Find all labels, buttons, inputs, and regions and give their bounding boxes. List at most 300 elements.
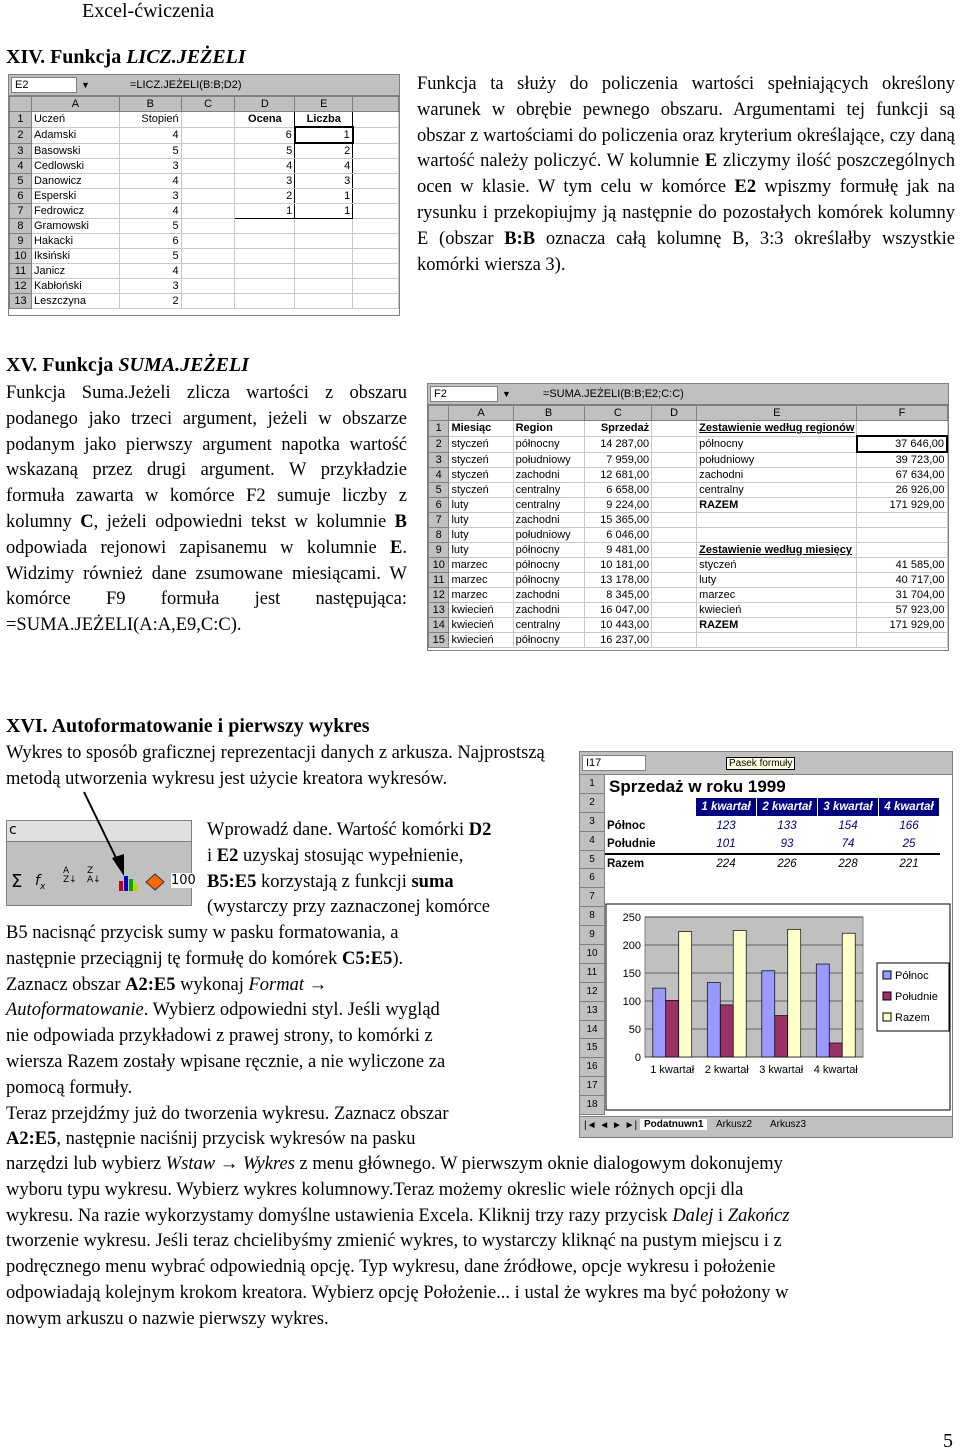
- cell[interactable]: Zestawienie według regionów: [697, 421, 857, 437]
- cell[interactable]: [652, 483, 697, 498]
- cell[interactable]: [295, 249, 353, 264]
- row-header[interactable]: 11: [580, 964, 604, 983]
- cell[interactable]: [353, 234, 399, 249]
- formula-text[interactable]: =SUMA.JEŻELI(B:B;E2;C:C): [542, 388, 684, 400]
- cell[interactable]: 6 658,00: [584, 483, 652, 498]
- cell[interactable]: [353, 204, 399, 219]
- cell[interactable]: Region: [513, 421, 584, 437]
- cell[interactable]: [652, 543, 697, 558]
- legend-label: Południe: [895, 991, 938, 1003]
- row-header[interactable]: 8: [10, 219, 32, 234]
- bar-północ: [707, 983, 720, 1057]
- row-header[interactable]: 7: [10, 204, 32, 219]
- cell[interactable]: Kabłoński: [31, 279, 119, 294]
- cell[interactable]: luty: [449, 528, 513, 543]
- row-label[interactable]: Północ: [607, 819, 646, 832]
- cell[interactable]: północny: [513, 558, 584, 573]
- row-header[interactable]: 3: [580, 813, 604, 832]
- table-row: [10, 294, 399, 309]
- quarter-header[interactable]: 4 kwartał: [879, 798, 940, 817]
- section-16-text-right: [207, 818, 567, 921]
- cell[interactable]: [181, 204, 235, 219]
- cell[interactable]: 166: [899, 820, 919, 832]
- cell[interactable]: luty: [449, 498, 513, 513]
- cell[interactable]: [181, 159, 235, 174]
- cell[interactable]: luty: [697, 573, 857, 588]
- cell[interactable]: RAZEM: [697, 498, 857, 513]
- cell[interactable]: Ocena: [235, 112, 295, 128]
- cell[interactable]: 2: [295, 143, 353, 159]
- cell[interactable]: [652, 573, 697, 588]
- cell[interactable]: [857, 513, 947, 528]
- cell[interactable]: zachodni: [697, 468, 857, 483]
- column-header[interactable]: E: [295, 97, 353, 112]
- cell[interactable]: [652, 558, 697, 573]
- row-header[interactable]: 9: [429, 543, 449, 558]
- row-header[interactable]: 3: [10, 143, 32, 159]
- row-label[interactable]: Południe: [607, 838, 656, 850]
- row-header[interactable]: 2: [429, 436, 449, 452]
- cell[interactable]: [652, 436, 697, 452]
- cell[interactable]: 16 047,00: [584, 603, 652, 618]
- tab-arkusz2[interactable]: Arkusz2: [716, 1119, 753, 1130]
- cell[interactable]: 2: [119, 294, 181, 309]
- text-line: [6, 1050, 566, 1076]
- cell[interactable]: [353, 159, 399, 174]
- cell[interactable]: kwiecień: [449, 633, 513, 648]
- cell[interactable]: [235, 234, 295, 249]
- cell[interactable]: 2: [235, 189, 295, 204]
- cell[interactable]: [652, 498, 697, 513]
- row-header[interactable]: 5: [429, 483, 449, 498]
- cell[interactable]: [181, 143, 235, 159]
- cell[interactable]: 41 585,00: [857, 558, 947, 573]
- cell[interactable]: 25: [902, 838, 916, 850]
- cell[interactable]: [605, 798, 696, 817]
- cell[interactable]: 4: [119, 127, 181, 143]
- tab-active[interactable]: Podatnuwn1: [640, 1119, 707, 1130]
- cell-grid[interactable]: [9, 96, 399, 309]
- cell[interactable]: centralny: [513, 618, 584, 633]
- cell[interactable]: 67 634,00: [857, 468, 947, 483]
- row-header[interactable]: 7: [580, 888, 604, 907]
- cell[interactable]: marzec: [449, 573, 513, 588]
- cell[interactable]: zachodni: [513, 588, 584, 603]
- cell[interactable]: Miesiąc: [449, 421, 513, 437]
- row-header[interactable]: 3: [429, 452, 449, 468]
- cell[interactable]: zachodni: [513, 513, 584, 528]
- column-header[interactable]: F: [857, 406, 947, 421]
- cell[interactable]: 37 646,00: [857, 436, 947, 452]
- cell[interactable]: [353, 294, 399, 309]
- cell[interactable]: 13 178,00: [584, 573, 652, 588]
- row-header[interactable]: 1: [580, 775, 604, 794]
- section-14-title-text: XIV. Funkcja: [6, 46, 127, 68]
- cell[interactable]: styczeń: [697, 558, 857, 573]
- row-header[interactable]: 5: [10, 174, 32, 189]
- row-header[interactable]: 9: [10, 234, 32, 249]
- column-header[interactable]: [353, 97, 399, 112]
- cell[interactable]: zachodni: [513, 468, 584, 483]
- cell[interactable]: 171 929,00: [857, 618, 947, 633]
- cell[interactable]: 16 237,00: [584, 633, 652, 648]
- quarter-header[interactable]: 3 kwartał: [818, 798, 879, 817]
- cell[interactable]: 1: [295, 127, 353, 143]
- text-line: [6, 947, 566, 973]
- cell[interactable]: [181, 294, 235, 309]
- cell[interactable]: 5: [119, 143, 181, 159]
- cell[interactable]: Esperski: [31, 189, 119, 204]
- cell[interactable]: 6: [235, 127, 295, 143]
- row-header[interactable]: 15: [429, 633, 449, 648]
- cell[interactable]: 3: [119, 189, 181, 204]
- cell[interactable]: Liczba: [295, 112, 353, 128]
- row-header[interactable]: 14: [580, 1021, 604, 1040]
- text-run: nie odpowiada przykładowi z prawej strony, to komórki z: [6, 1026, 433, 1047]
- cell[interactable]: północny: [697, 436, 857, 452]
- row-header[interactable]: 13: [580, 1002, 604, 1021]
- row-header[interactable]: 10: [429, 558, 449, 573]
- cell[interactable]: [235, 294, 295, 309]
- row-header[interactable]: 17: [580, 1077, 604, 1096]
- quarter-table[interactable]: [605, 797, 940, 873]
- cell[interactable]: 5: [235, 143, 295, 159]
- cell[interactable]: Basowski: [31, 143, 119, 159]
- cell[interactable]: 4: [235, 159, 295, 174]
- cell[interactable]: [235, 219, 295, 234]
- cell[interactable]: [652, 421, 697, 437]
- cell[interactable]: 8 345,00: [584, 588, 652, 603]
- row-header[interactable]: 1: [429, 421, 449, 437]
- cell[interactable]: centralny: [697, 483, 857, 498]
- cell[interactable]: 14 287,00: [584, 436, 652, 452]
- drawing-icon[interactable]: [145, 873, 165, 891]
- cell[interactable]: [295, 294, 353, 309]
- cell[interactable]: 133: [777, 820, 797, 832]
- row-header[interactable]: 12: [429, 588, 449, 603]
- cell[interactable]: 1: [295, 189, 353, 204]
- cell[interactable]: Cedlowski: [31, 159, 119, 174]
- cell[interactable]: [181, 249, 235, 264]
- cell[interactable]: [181, 279, 235, 294]
- text-line: [207, 895, 567, 921]
- text-line: [6, 1076, 566, 1102]
- cell[interactable]: [652, 513, 697, 528]
- cell[interactable]: [353, 249, 399, 264]
- cell[interactable]: [235, 279, 295, 294]
- row-header[interactable]: 4: [429, 468, 449, 483]
- quarter-header[interactable]: 1 kwartał: [696, 798, 757, 817]
- bar-razem: [842, 933, 855, 1057]
- row-label[interactable]: Razem: [605, 854, 696, 873]
- cell[interactable]: 4: [295, 159, 353, 174]
- cell[interactable]: marzec: [449, 588, 513, 603]
- cell[interactable]: [857, 633, 947, 648]
- cell[interactable]: 3: [295, 174, 353, 189]
- cell[interactable]: 12 681,00: [584, 468, 652, 483]
- cell[interactable]: luty: [449, 513, 513, 528]
- cell[interactable]: Fedrowicz: [31, 204, 119, 219]
- cell[interactable]: [652, 618, 697, 633]
- legend-label: Północ: [895, 970, 929, 982]
- cell[interactable]: 101: [716, 838, 736, 850]
- row-header[interactable]: 16: [580, 1058, 604, 1077]
- cell[interactable]: południowy: [513, 452, 584, 468]
- cell[interactable]: 74: [841, 838, 855, 850]
- cell[interactable]: 93: [780, 838, 794, 850]
- cell[interactable]: 123: [716, 820, 736, 832]
- y-tick-label: 100: [622, 996, 641, 1008]
- cell-grid[interactable]: [428, 405, 948, 648]
- cell[interactable]: 226: [757, 854, 818, 873]
- bold-text: A2:E5: [125, 974, 176, 995]
- row-header[interactable]: 9: [580, 926, 604, 945]
- cell[interactable]: północny: [513, 573, 584, 588]
- cell[interactable]: [353, 279, 399, 294]
- cell[interactable]: 26 926,00: [857, 483, 947, 498]
- cell[interactable]: [295, 219, 353, 234]
- bold-text: suma: [411, 871, 454, 892]
- column-chart[interactable]: [605, 903, 951, 1113]
- name-box-dropdown-icon[interactable]: ▼: [81, 80, 90, 90]
- cell[interactable]: [697, 528, 857, 543]
- cell[interactable]: [652, 468, 697, 483]
- sort-ascending-icon[interactable]: A Z↓: [63, 866, 77, 885]
- cell[interactable]: 224: [696, 854, 757, 873]
- cell[interactable]: 1: [235, 204, 295, 219]
- row-header[interactable]: 18: [580, 1096, 604, 1115]
- cell[interactable]: marzec: [697, 588, 857, 603]
- cell[interactable]: [652, 452, 697, 468]
- cell[interactable]: 4: [119, 264, 181, 279]
- cell[interactable]: 40 717,00: [857, 573, 947, 588]
- cell[interactable]: [181, 219, 235, 234]
- cell[interactable]: południowy: [697, 452, 857, 468]
- cell[interactable]: 6: [119, 234, 181, 249]
- cell[interactable]: marzec: [449, 558, 513, 573]
- cell[interactable]: [181, 174, 235, 189]
- cell[interactable]: 171 929,00: [857, 498, 947, 513]
- row-header[interactable]: 11: [429, 573, 449, 588]
- column-header[interactable]: A: [31, 97, 119, 112]
- cell[interactable]: Gramowski: [31, 219, 119, 234]
- cell[interactable]: [652, 603, 697, 618]
- corner-cell[interactable]: [429, 406, 449, 421]
- cell[interactable]: południowy: [513, 528, 584, 543]
- cell[interactable]: Hakacki: [31, 234, 119, 249]
- cell[interactable]: Danowicz: [31, 174, 119, 189]
- cell[interactable]: 1: [295, 204, 353, 219]
- row-header[interactable]: 15: [580, 1039, 604, 1058]
- zoom-box[interactable]: 100: [171, 873, 196, 888]
- row-header[interactable]: 6: [10, 189, 32, 204]
- cell[interactable]: Uczeń: [31, 112, 119, 128]
- cell[interactable]: Zestawienie według miesięcy: [697, 543, 857, 558]
- cell[interactable]: [235, 264, 295, 279]
- cell[interactable]: 15 365,00: [584, 513, 652, 528]
- cell[interactable]: [353, 174, 399, 189]
- quarter-header[interactable]: 2 kwartał: [757, 798, 818, 817]
- row-header[interactable]: 4: [10, 159, 32, 174]
- sheet-tabs: [580, 1116, 952, 1137]
- text-run: z menu głównego. W pierwszym oknie dialogowym dokonujemy: [294, 1154, 783, 1174]
- cell[interactable]: Janicz: [31, 264, 119, 279]
- cell[interactable]: Iksiński: [31, 249, 119, 264]
- sheet-licz-jezeli: [8, 74, 400, 316]
- text-run: Teraz przejdźmy już do tworzenia wykresu. Zaznacz obszar: [6, 1103, 449, 1124]
- cell[interactable]: [181, 112, 235, 128]
- cell[interactable]: [857, 543, 947, 558]
- cell[interactable]: luty: [449, 543, 513, 558]
- row-header[interactable]: 13: [429, 603, 449, 618]
- cell[interactable]: [181, 127, 235, 143]
- cell[interactable]: 4: [119, 204, 181, 219]
- cell[interactable]: [652, 588, 697, 603]
- text-line: [6, 973, 566, 999]
- cell[interactable]: [181, 234, 235, 249]
- bar-południe: [720, 1005, 733, 1057]
- cell[interactable]: 4: [119, 174, 181, 189]
- row-header[interactable]: 2: [10, 127, 32, 143]
- cell[interactable]: północny: [513, 633, 584, 648]
- cell[interactable]: 57 923,00: [857, 603, 947, 618]
- cell[interactable]: kwiecień: [449, 603, 513, 618]
- cell[interactable]: [652, 528, 697, 543]
- cell[interactable]: [295, 234, 353, 249]
- cell[interactable]: [181, 264, 235, 279]
- cell[interactable]: kwiecień: [449, 618, 513, 633]
- row-header[interactable]: 8: [429, 528, 449, 543]
- name-box[interactable]: I17: [582, 755, 646, 771]
- row-header[interactable]: 8: [580, 907, 604, 926]
- cell[interactable]: 7 959,00: [584, 452, 652, 468]
- cell[interactable]: północny: [513, 543, 584, 558]
- text-run: zliczymy ilość poszczególnych ocen w klasie. W tym celu w komórce: [417, 151, 955, 198]
- cell[interactable]: [353, 264, 399, 279]
- cell[interactable]: 9 224,00: [584, 498, 652, 513]
- row-header[interactable]: 13: [10, 294, 32, 309]
- column-header[interactable]: E: [697, 406, 857, 421]
- cell[interactable]: 221: [879, 854, 940, 873]
- cell[interactable]: zachodni: [513, 603, 584, 618]
- cell[interactable]: [857, 528, 947, 543]
- name-box-dropdown-icon[interactable]: ▼: [502, 389, 511, 399]
- cell[interactable]: [353, 219, 399, 234]
- sort-descending-icon[interactable]: Z A↓: [87, 866, 101, 885]
- cell[interactable]: Leszczyna: [31, 294, 119, 309]
- text-run: narzędzi lub wybierz: [6, 1154, 166, 1174]
- cell[interactable]: 3: [119, 279, 181, 294]
- cell[interactable]: 39 723,00: [857, 452, 947, 468]
- x-tick-label: 3 kwartał: [759, 1064, 804, 1076]
- cell[interactable]: [857, 421, 947, 437]
- cell[interactable]: centralny: [513, 483, 584, 498]
- text-run: , jeżeli odpowiedni tekst w kolumnie: [93, 511, 395, 532]
- cell[interactable]: [295, 279, 353, 294]
- cell[interactable]: [295, 264, 353, 279]
- cell[interactable]: [181, 189, 235, 204]
- row-header[interactable]: 10: [580, 945, 604, 964]
- cell[interactable]: [652, 633, 697, 648]
- cell[interactable]: RAZEM: [697, 618, 857, 633]
- text-run: uzyskaj stosując wypełnienie,: [238, 845, 464, 866]
- row-header[interactable]: 11: [10, 264, 32, 279]
- row-header[interactable]: 6: [580, 869, 604, 888]
- text-line: [6, 1024, 566, 1050]
- cell[interactable]: 9 481,00: [584, 543, 652, 558]
- tab-arkusz3[interactable]: Arkusz3: [770, 1119, 807, 1130]
- cell[interactable]: Adamski: [31, 127, 119, 143]
- row-header[interactable]: 6: [429, 498, 449, 513]
- cell[interactable]: 3: [235, 174, 295, 189]
- autosum-icon[interactable]: Σ: [11, 871, 23, 892]
- cell[interactable]: [353, 143, 399, 159]
- cell[interactable]: 5: [119, 249, 181, 264]
- cell[interactable]: 154: [838, 820, 858, 832]
- cell[interactable]: [353, 112, 399, 128]
- text-run: (wystarczy przy zaznaczonej komórce: [207, 897, 490, 918]
- column-header[interactable]: C: [181, 97, 235, 112]
- row-header[interactable]: 10: [10, 249, 32, 264]
- cell[interactable]: 6 046,00: [584, 528, 652, 543]
- function-wizard-icon[interactable]: $f_x$: [35, 873, 46, 892]
- corner-cell[interactable]: [10, 97, 32, 112]
- name-box[interactable]: F2: [430, 386, 498, 402]
- row-header[interactable]: 14: [429, 618, 449, 633]
- cell[interactable]: 228: [818, 854, 879, 873]
- column-header[interactable]: A: [449, 406, 513, 421]
- cell[interactable]: styczeń: [449, 436, 513, 452]
- cell[interactable]: 31 704,00: [857, 588, 947, 603]
- cell[interactable]: styczeń: [449, 452, 513, 468]
- cell[interactable]: Stopień: [119, 112, 181, 128]
- column-header[interactable]: B: [513, 406, 584, 421]
- row-header[interactable]: 1: [10, 112, 32, 128]
- row-header[interactable]: 12: [580, 983, 604, 1002]
- cell[interactable]: [353, 189, 399, 204]
- column-header[interactable]: C: [584, 406, 652, 421]
- cell[interactable]: [697, 513, 857, 528]
- text-run: wiersza Razem zostały wpisane ręcznie, a nie wyliczone za: [6, 1051, 446, 1072]
- cell[interactable]: styczeń: [449, 483, 513, 498]
- cell[interactable]: 3: [119, 159, 181, 174]
- cell[interactable]: kwiecień: [697, 603, 857, 618]
- row-header[interactable]: 2: [580, 794, 604, 813]
- row-header[interactable]: 7: [429, 513, 449, 528]
- column-header[interactable]: D: [652, 406, 697, 421]
- column-header[interactable]: B: [119, 97, 181, 112]
- cell[interactable]: centralny: [513, 498, 584, 513]
- name-box[interactable]: E2: [11, 77, 77, 93]
- cell[interactable]: styczeń: [449, 468, 513, 483]
- column-header[interactable]: D: [235, 97, 295, 112]
- bar-południe: [775, 1016, 788, 1057]
- cell[interactable]: [235, 249, 295, 264]
- row-header[interactable]: 4: [580, 832, 604, 851]
- cell[interactable]: [353, 127, 399, 143]
- cell[interactable]: północny: [513, 436, 584, 452]
- cell[interactable]: 5: [119, 219, 181, 234]
- formula-text[interactable]: =LICZ.JEŻELI(B:B;D2): [129, 79, 242, 91]
- cell[interactable]: 10 443,00: [584, 618, 652, 633]
- section-14-title: [6, 46, 246, 69]
- cell[interactable]: Sprzedaż: [584, 421, 652, 437]
- row-header[interactable]: 12: [10, 279, 32, 294]
- cell[interactable]: [697, 633, 857, 648]
- row-header[interactable]: 5: [580, 851, 604, 870]
- cell[interactable]: 10 181,00: [584, 558, 652, 573]
- tab-nav-arrows-icon[interactable]: |◄ ◄ ► ►|: [584, 1120, 638, 1131]
